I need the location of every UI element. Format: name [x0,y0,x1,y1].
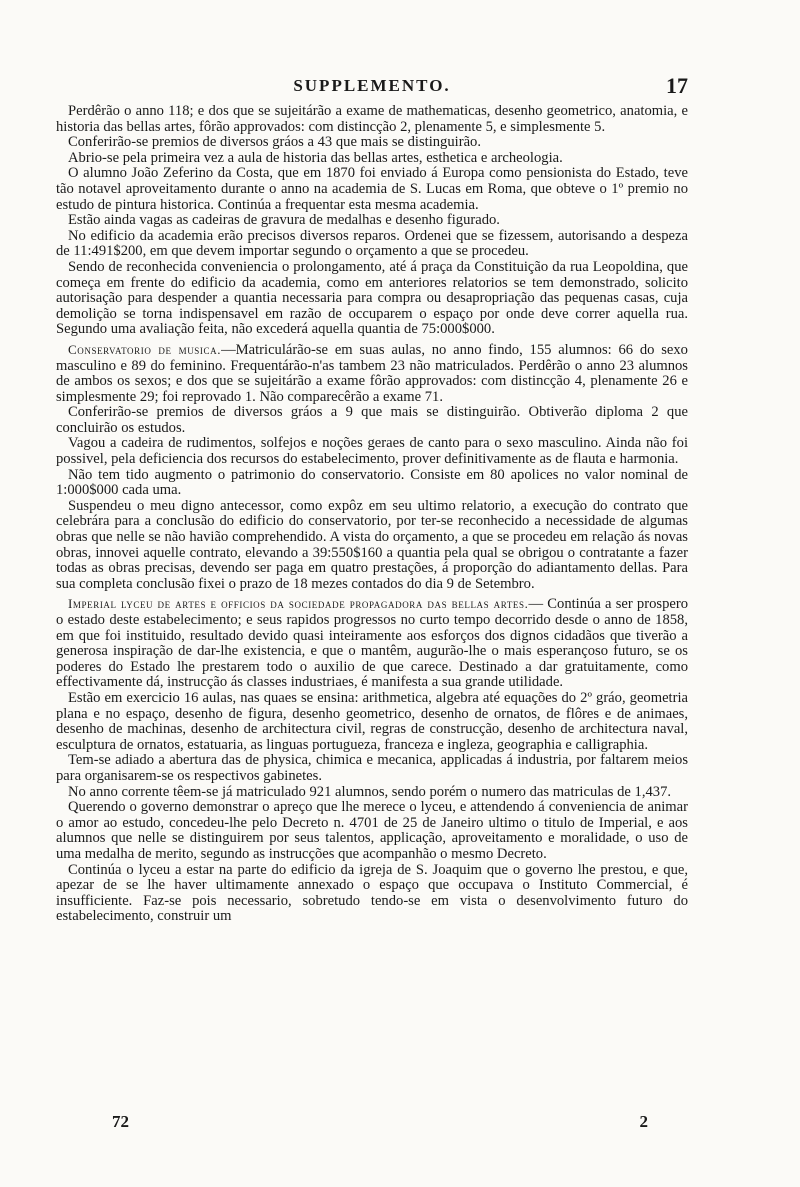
paragraph [56,499,688,593]
paragraph [56,151,688,167]
paragraph-text: Continúa o lyceu a estar na parte do edificio da igreja de S. Joaquim que o governo lhe prestou, e que, apezar de se lhe haver ultimamente annexado o espaço que occupava o Instituto Commercial, é insufficiente. Faz-se pois necessario, sobretudo tendo-se em vista o desenvolvimento futuro do estabelecimento, construir um [56,861,688,925]
section-paragraph [56,596,688,691]
header-page-number: 17 [666,73,688,98]
paragraph-text: Conferirão-se premios de diversos gráos a 9 que mais se distinguirão. Obtiverão diploma 2 que concluirão os estudos. [56,404,688,436]
section-paragraph [56,342,688,405]
paragraph [56,691,688,753]
paragraph-text: — Continúa a ser prospero o estado deste estabelecimento; e seus rapidos progressos no curto tempo decorrido desde o anno de 1858, em que foi instituido, resultado devido quasi inteiramente aos esforços dos dignos cidadãos que tiverão a generosa inspiração de dar-lhe existencia, e que o mantêm, augurão-lhe o mais esperançoso futuro, se os poderes do Estado lhe prestarem todo o auxilio de que carece. Destinado a dar gratuitamente, como effectivamente dá, instrucção ás classes industriaes, é manifesta a sua grande utilidade. [56,596,689,691]
paragraph-text: Sendo de reconhecida conveniencia o prolongamento, até á praça da Constituição da rua Leopoldina, que começa em frente do edificio da academia, como em anteriores relatorios se tem demonstrado, solicito autorisação para despender a quantia necessaria para compra ou desapropriação das pequenas casas, cuja demolição se torna indispensavel em razão de occuparem o espaço por onde deve correr aquella rua. Segundo uma avaliação feita, não excederá aquella quantia de 75:000$000. [56,258,688,338]
paragraph [56,260,688,338]
paragraph-text: No anno corrente têem-se já matriculado 921 alumnos, sendo porém o numero das matriculas de 1,437. [68,783,672,800]
paragraph-text: Perdêrão o anno 118; e dos que se sujeitárão a exame de mathematicas, desenho geometrico, anatomia, e historia das bellas artes, fôrão approvados: com distincção 2, plenamente 5, e simplesmente 5. [56,103,688,135]
paragraph [56,135,688,151]
body-text [56,104,688,925]
page-footer [112,1112,688,1136]
paragraph [56,405,688,436]
paragraph [56,436,688,467]
paragraph-text: —Matriculárão-se em suas aulas, no anno findo, 155 alumnos: 66 do sexo masculino e 89 do feminino. Frequentárão-n'as tambem 23 não matriculados. Perdêrão o anno 23 alumnos de ambos os sexos; e dos que se sujeitárão a exame fôrão approvados: com distincção 4, plenamente 26 e simplesmente 29; foi reprovado 1. Não comparecêrão a exame 71. [56,341,688,405]
header-title: SUPPLEMENTO. [293,76,451,95]
section-heading: Conservatorio de musica. [68,341,222,357]
paragraph-text: Vagou a cadeira de rudimentos, solfejos e noções geraes de canto para o sexo masculino. Ainda não foi possivel, pela deficiencia dos recursos do estabelecimento, prover definitivamente as de flauta e harmonia. [56,435,688,468]
paragraph [56,104,688,135]
paragraph [56,753,688,784]
paragraph [56,863,688,925]
paragraph-text: Suspendeu o meu digno antecessor, como expôz em seu ultimo relatorio, a execução do contrato que celebrára para a conclusão do edificio do conservatorio, por ter-se reconhecido a necessidade de algumas obras que nelle se não havião comprehendido. A vista do orçamento, a que se procedeu em relação ás novas obras, innovei aquelle contrato, elevando a 39:550$160 a quantia pela qual se obrigou o contratante a fazer todas as obras precisas, devendo ser paga em quatro prestações, á proporção do adiantamento dellas. Para sua completa conclusão fixei o prazo de 18 mezes contados do dia 9 de Setembro. [56,497,688,592]
paragraph-text: O alumno João Zeferino da Costa, que em 1870 foi enviado á Europa como pensionista do Estado, teve tão notavel aproveitamento durante o anno na academia de S. Lucas em Roma, que obteve o 1º premio no estudo de pintura historica. Continúa a frequentar esta mesma academia. [56,165,688,213]
paragraph [56,785,688,801]
paragraph [56,229,688,260]
paragraph [56,468,688,499]
paragraph [56,213,688,229]
paragraph-text: Querendo o governo demonstrar o apreço que lhe merece o lyceu, e attendendo á conveniencia de animar o amor ao estudo, concedeu-lhe pelo Decreto n. 4701 de 25 de Janeiro ultimo o titulo de Imperial, e aos alumnos que nelle se distinguirem por seus talentos, applicação, aproveitamento e moralidade, o uso de uma medalha de merito, segundo as instrucções que acompanhão o mesmo Decreto. [56,799,688,862]
paragraph [56,800,688,862]
paragraph [56,166,688,213]
section-heading: Imperial lyceu de artes e officios da sociedade propagadora das bellas artes. [68,596,529,612]
paragraph-text: Abrio-se pela primeira vez a aula de historia das bellas artes, esthetica e archeologia. [68,149,563,166]
footer-signature-right: 2 [639,1112,648,1131]
paragraph-text: No edificio da academia erão precisos diversos reparos. Ordenei que se fizessem, autorisando a despeza de 11:491$200, em que devem importar segundo o orçamento a que se procedeu. [56,227,688,260]
footer-signature-left: 72 [112,1112,129,1131]
paragraph-text: Estão em exercicio 16 aulas, nas quaes se ensina: arithmetica, algebra até equações do 2º gráo, geometria plana e no espaço, desenho de figura, desenho geometrico, desenho de ornatos, de flôres e de animaes, desenho de machinas, desenho de architectura civil, regras de construcção, desenho de architectura naval, esculptura de ornatos, estatuaria, as linguas portugueza, franceza e ingleza, geographia e calligraphia. [56,689,688,753]
running-header [56,73,688,104]
paragraph-text: Conferirão-se premios de diversos gráos a 43 que mais se distinguirão. [68,134,481,151]
paragraph-text: Não tem tido augmento o patrimonio do conservatorio. Consiste em 80 apolices no valor nominal de 1:000$000 cada uma. [56,466,688,499]
paragraph-text: Estão ainda vagas as cadeiras de gravura de medalhas e desenho figurado. [68,212,500,229]
paragraph-text: Tem-se adiado a abertura das de physica, chimica e mecanica, applicadas á industria, por faltarem meios para organisarem-se os respectivos gabinetes. [56,752,688,784]
